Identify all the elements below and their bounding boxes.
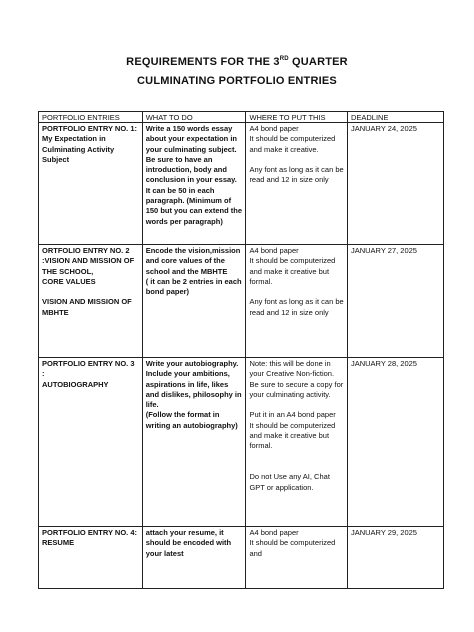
title-end: QUARTER — [288, 56, 348, 68]
deadline-cell: JANUARY 27, 2025 — [347, 245, 443, 358]
document-title — [0, 56, 474, 68]
header-portfolio-entries: PORTFOLIO ENTRIES — [39, 112, 143, 123]
table-row — [39, 123, 444, 245]
todo-cell: Encode the vision,mission and core values of the school and the MBHTE ( it can be 2 entries in each bond paper) — [142, 245, 246, 358]
table-row — [39, 245, 444, 358]
todo-cell: Write a 150 words essay about your expectation in your culminating subject. Be sure to have an introduction, body and conclusion in your essay. It can be 50 in each paragraph. (Minimum of 150 but you can extend the words per paragraph) — [142, 123, 246, 245]
requirements-table — [38, 111, 444, 589]
table-row — [39, 527, 444, 589]
header-deadline: DEADLINE — [347, 112, 443, 123]
where-cell: A4 bond paper It should be computerized and — [246, 527, 348, 589]
header-what-to-do: WHAT TO DO — [142, 112, 246, 123]
document-subtitle: CULMINATING PORTFOLIO ENTRIES — [137, 75, 337, 87]
where-cell: A4 bond paper It should be computerized and make it creative but formal. Any font as long as it can be read and 12 in size only — [246, 245, 348, 358]
todo-cell: Write your autobiography. Include your ambitions, aspirations in life, likes and dislikes, philosophy in life. (Follow the format in writing an autobiography) — [142, 358, 246, 527]
entry-cell: PORTFOLIO ENTRY NO. 1: My Expectation in Culminating Activity Subject — [39, 123, 143, 245]
header-where-to-put: WHERE TO PUT THIS — [246, 112, 348, 123]
todo-cell: attach your resume, it should be encoded with your latest — [142, 527, 246, 589]
table-row — [39, 358, 444, 527]
deadline-cell: JANUARY 24, 2025 — [347, 123, 443, 245]
deadline-cell: JANUARY 29, 2025 — [347, 527, 443, 589]
deadline-cell: JANUARY 28, 2025 — [347, 358, 443, 527]
where-cell: A4 bond paper It should be computerized and make it creative. Any font as long as it can be read and 12 in size only — [246, 123, 348, 245]
entry-cell: PORTFOLIO ENTRY NO. 4: RESUME — [39, 527, 143, 589]
title-superscript: RD — [279, 56, 289, 62]
entry-cell: ORTFOLIO ENTRY NO. 2 :VISION AND MISSION OF THE SCHOOL, CORE VALUES VISION AND MISSION OF MBHTE — [39, 245, 143, 358]
entry-cell: PORTFOLIO ENTRY NO. 3 : AUTOBIOGRAPHY — [39, 358, 143, 527]
where-cell: Note: this will be done in your Creative Non-fiction. Be sure to secure a copy for your culminating activity. Put it in an A4 bond paper It should be computerized and make it creative but formal. Do not Use any AI, Chat GPT or application. — [246, 358, 348, 527]
title-main: REQUIREMENTS FOR THE 3 — [126, 56, 280, 68]
table-header-row — [39, 112, 444, 123]
